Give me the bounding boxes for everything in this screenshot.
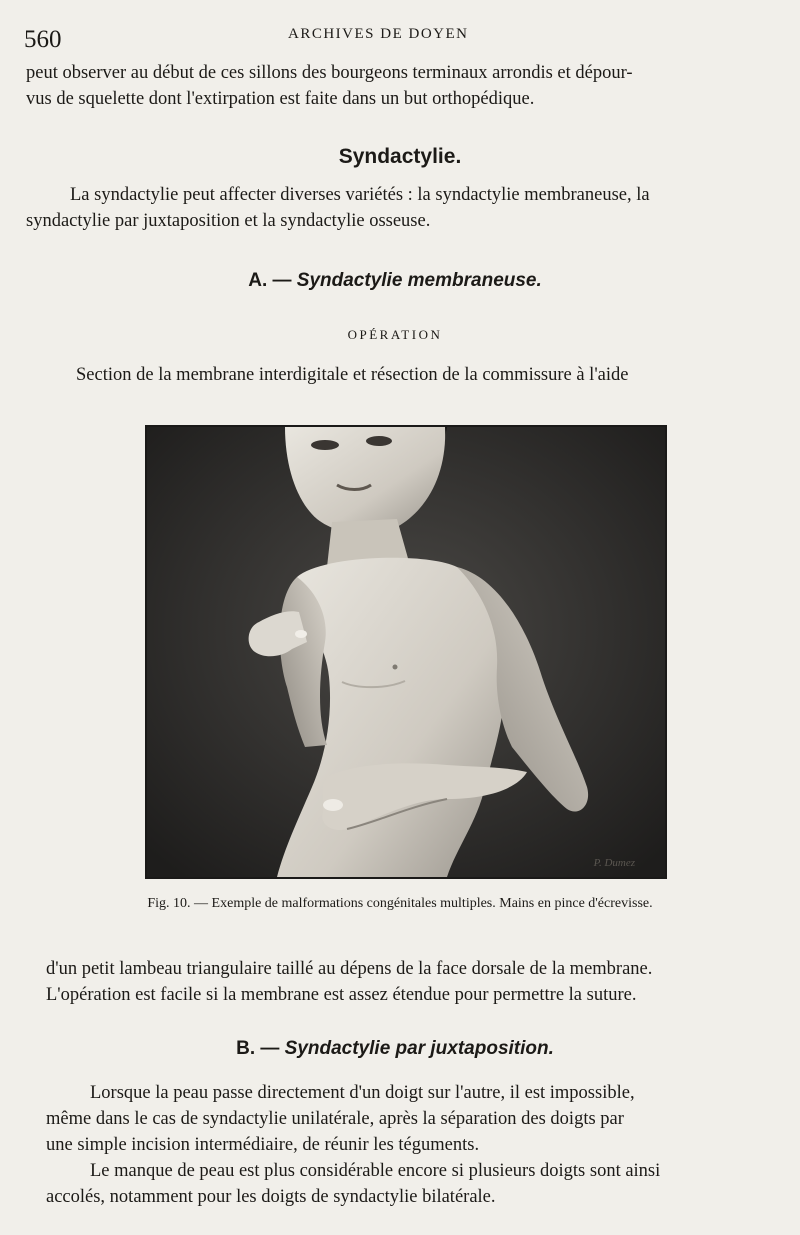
subsection-name: Syndactylie membraneuse. bbox=[296, 270, 542, 291]
continuation-paragraph bbox=[26, 956, 754, 1008]
figure-photograph bbox=[145, 425, 667, 879]
running-title: ARCHIVES DE DOYEN bbox=[288, 26, 469, 42]
subsection-b-paragraph bbox=[26, 1080, 754, 1210]
subsection-a-paragraph bbox=[26, 362, 754, 388]
subsection-b-title bbox=[0, 1038, 790, 1060]
figure-illustration bbox=[147, 427, 665, 877]
text-line: accolés, notamment pour les doigts de syndactylie bilatérale. bbox=[46, 1187, 496, 1207]
page-number: 560 bbox=[24, 26, 62, 53]
intro-paragraph bbox=[26, 60, 754, 112]
text-line: Lorsque la peau passe directement d'un doigt sur l'autre, il est impossible, bbox=[90, 1083, 635, 1103]
section-title: Syndactylie. bbox=[338, 145, 462, 168]
subsection-name: Syndactylie par juxtaposition. bbox=[284, 1038, 554, 1059]
text-line: vus de squelette dont l'extirpation est faite dans un but orthopédique. bbox=[26, 89, 535, 109]
section-paragraph bbox=[26, 182, 754, 234]
text-line: L'opération est facile si la membrane est assez étendue pour permettre la suture. bbox=[46, 985, 637, 1005]
text-line: peut observer au début de ces sillons des bourgeons terminaux arrondis et dépour- bbox=[26, 63, 633, 83]
subsection-letter: B. — bbox=[236, 1038, 280, 1059]
artist-signature: P. Dumez bbox=[593, 857, 635, 869]
text-line: Section de la membrane interdigitale et résection de la commissure à l'aide bbox=[76, 365, 629, 385]
text-line: même dans le cas de syndactylie unilatérale, après la séparation des doigts par bbox=[46, 1109, 624, 1129]
operation-heading: OPÉRATION bbox=[347, 327, 443, 342]
text-line: une simple incision intermédiaire, de réunir les téguments. bbox=[46, 1135, 480, 1155]
text-line: d'un petit lambeau triangulaire taillé au dépens de la face dorsale de la membrane. bbox=[46, 959, 653, 979]
subsection-letter: A. — bbox=[248, 270, 292, 291]
figure-caption: Fig. 10. — Exemple de malformations congénitales multiples. Mains en pince d'écrevisse. bbox=[147, 896, 653, 911]
subsection-a-title bbox=[0, 270, 790, 292]
text-line: syndactylie par juxtaposition et la syndactylie osseuse. bbox=[26, 211, 431, 231]
text-line: Le manque de peau est plus considérable encore si plusieurs doigts sont ainsi bbox=[90, 1161, 661, 1181]
text-line: La syndactylie peut affecter diverses variétés : la syndactylie membraneuse, la bbox=[70, 185, 650, 205]
